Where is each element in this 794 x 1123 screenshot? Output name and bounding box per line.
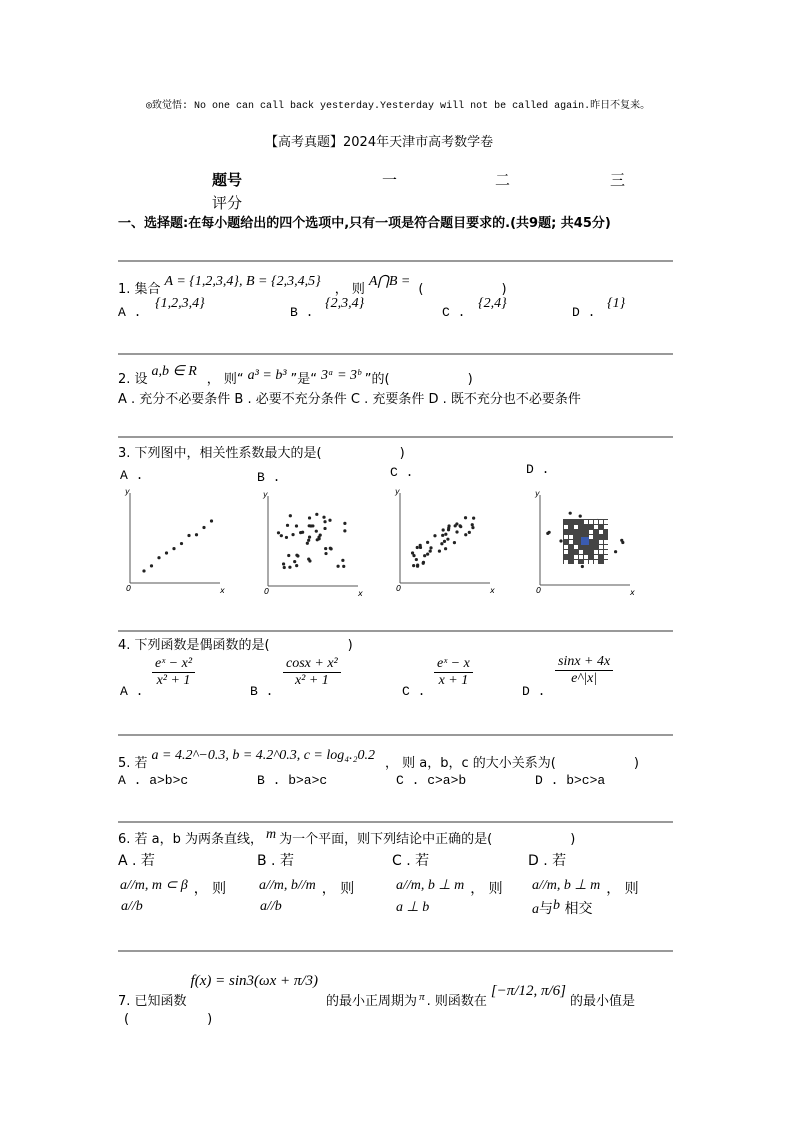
q1-stem: 1. 集合: [118, 282, 161, 297]
qr-module: [599, 520, 603, 524]
numerator: eˣ − x: [434, 656, 473, 673]
q4-frac-a: [152, 656, 195, 689]
scatter-point: [315, 513, 318, 516]
q4-label-a: A .: [120, 684, 144, 699]
q1-opt-b: B .: [290, 305, 314, 320]
scatter-point: [288, 566, 291, 569]
qr-module: [589, 520, 593, 524]
scatter-point: [324, 547, 327, 550]
q6-cond-col-b: [259, 874, 355, 897]
scatter-point: [172, 547, 175, 550]
scatter-point: [581, 565, 584, 568]
q1-opt-d-val: {1}: [607, 296, 626, 311]
scatter-point: [569, 512, 572, 515]
origin-label: 0: [536, 586, 542, 595]
numerator: sinx + 4x: [555, 654, 613, 671]
q5-tail: ， 则 a，b，c 的大小关系为( ): [385, 756, 639, 771]
score-header: 题号: [212, 171, 243, 189]
scatter-point: [336, 565, 339, 568]
scatter-point: [442, 528, 445, 531]
q7-line: [118, 973, 636, 1010]
scatter-point: [277, 531, 280, 534]
scatter-point: [210, 519, 213, 522]
q5-opt-c: C . c>a>b: [396, 773, 467, 788]
scatter-point: [282, 562, 285, 565]
scatter-point: [455, 530, 458, 533]
scatter-point: [283, 566, 286, 569]
denominator: x + 1: [438, 673, 469, 688]
q6-then-b: ， 则: [321, 881, 355, 897]
scatter-point: [287, 554, 290, 557]
q4-label-d: D .: [522, 684, 546, 699]
qr-module: [594, 525, 598, 529]
q6-concl-c: a ⊥ b: [396, 900, 430, 915]
q5-line: [118, 748, 639, 772]
qr-module: [604, 520, 608, 524]
score-col-2: 二: [495, 171, 511, 189]
q4-stem: 4. 下列函数是偶函数的是( ): [118, 638, 353, 653]
q7-t3: 的最小值是: [570, 994, 636, 1009]
q6-concl-b: a//b: [260, 899, 282, 914]
scatter-plot-c: [390, 485, 500, 595]
scatter-point: [579, 515, 582, 518]
text: 与: [539, 901, 553, 917]
q2-e1: a³ = b³: [247, 368, 287, 383]
scatter-point: [464, 533, 467, 536]
q7-stem: 7. 已知函数: [118, 994, 187, 1009]
q1-paren: ( ): [418, 282, 507, 297]
scatter-point: [322, 516, 325, 519]
scatter-point: [464, 516, 467, 519]
q2-e2: 3ᵃ = 3ᵇ: [321, 368, 361, 383]
q2-t2: ”是“: [290, 372, 317, 387]
numerator: cosx + x²: [283, 656, 341, 673]
scatter-point: [341, 559, 344, 562]
scatter-point: [295, 564, 298, 567]
scatter-point: [308, 516, 311, 519]
scatter-point: [468, 531, 471, 534]
scatter-point: [444, 533, 447, 536]
q6-cond-col-d: [532, 874, 639, 897]
qr-module: [589, 530, 593, 534]
axis-x-label: x: [630, 588, 635, 597]
score-col-1: 一: [382, 171, 398, 189]
scatter-point: [142, 569, 145, 572]
q6-cond-col-c: [396, 874, 503, 897]
scatter-point: [306, 542, 309, 545]
q6-head-d: D . 若: [528, 853, 567, 869]
q7-t1: 的最小正周期为: [326, 994, 418, 1009]
scatter-point: [286, 524, 289, 527]
q4-frac-d: [555, 654, 613, 687]
q3-label-d: D .: [526, 462, 550, 477]
q6-then-c: ， 则: [470, 881, 503, 897]
scatter-plot-a: [120, 485, 230, 595]
q6-cond-b: a//m, b//m: [259, 878, 316, 893]
scatter-point: [614, 550, 617, 553]
axis-x-label: x: [220, 586, 225, 595]
qr-module: [584, 555, 588, 559]
q1-expr2: A⋂B =: [368, 274, 411, 289]
qr-module: [574, 555, 578, 559]
axis-y-label: y: [395, 487, 400, 496]
denominator: x² + 1: [294, 673, 329, 688]
divider: [118, 353, 673, 355]
divider: [118, 734, 673, 736]
qr-module: [594, 555, 598, 559]
qr-module: [569, 535, 573, 539]
q2-t3: ”的( ): [364, 372, 473, 387]
motto: ◎致觉悟: No one can call back yesterday.Yesterday will not be called again.昨日不复来。: [146, 101, 651, 112]
scatter-point: [342, 565, 345, 568]
qr-module: [604, 545, 608, 549]
scatter-plot-b: [258, 488, 368, 598]
q6-head-a: A . 若: [118, 853, 155, 869]
scatter-point: [180, 542, 183, 545]
scatter-point: [454, 524, 457, 527]
scatter-point: [318, 537, 321, 540]
scatter-point: [280, 534, 283, 537]
divider: [118, 436, 673, 438]
q5-expr: a = 4.2^−0.3, b = 4.2^0.3, c = log₄.₂0.2: [151, 748, 375, 763]
qr-module: [599, 540, 603, 544]
qr-module: [564, 550, 568, 554]
q4-label-c: C .: [402, 684, 426, 699]
scatter-point: [299, 531, 302, 534]
q6-cond-c: a//m, b ⊥ m: [396, 878, 465, 893]
scatter-point: [323, 527, 326, 530]
axis-y-label: y: [263, 490, 268, 499]
q6-cond-a: a//m, m ⊂ β: [120, 878, 188, 893]
score-row-label: 评分: [212, 194, 243, 212]
q6-m: m: [266, 827, 277, 842]
scatter-point: [447, 524, 450, 527]
scatter-point: [323, 520, 326, 523]
qr-module: [564, 560, 568, 564]
q3-label-c: C .: [390, 465, 414, 480]
q2-expr: a,b ∈ R: [151, 364, 197, 379]
section-heading: 一、选择题:在每小题给出的四个选项中,只有一项是符合题目要求的.(共9题; 共45分): [118, 216, 611, 231]
qr-module: [574, 545, 578, 549]
qr-module: [579, 555, 583, 559]
q1-mid: ， 则: [334, 282, 365, 297]
qr-module: [594, 550, 598, 554]
scatter-point: [415, 558, 418, 561]
q1-opt-c: C .: [442, 305, 466, 320]
scatter-point: [291, 533, 294, 536]
scatter-point: [441, 534, 444, 537]
scatter-point: [293, 560, 296, 563]
qr-module: [604, 555, 608, 559]
q5-opt-d: D . b>c>a: [535, 773, 606, 788]
scatter-point: [165, 551, 168, 554]
qr-module: [579, 550, 583, 554]
scatter-point: [426, 541, 429, 544]
qr-module: [564, 525, 568, 529]
scatter-point: [443, 540, 446, 543]
q3-label-b: B .: [257, 470, 281, 485]
qr-module: [584, 520, 588, 524]
q5-opt-a: A . a>b>c: [118, 773, 189, 788]
q7-pi: π: [419, 991, 425, 1003]
scatter-point: [308, 559, 311, 562]
scatter-point: [433, 534, 436, 537]
q6-concl-d: [532, 898, 592, 918]
scatter-point: [429, 550, 432, 553]
scatter-point: [343, 522, 346, 525]
scatter-point: [329, 547, 332, 550]
qr-module: [589, 560, 593, 564]
q6-stem: 6. 若 a，b 为两条直线，: [118, 832, 264, 847]
axis-y-label: y: [535, 489, 540, 498]
q1-opt-c-val: {2,4}: [478, 296, 507, 311]
scatter-point: [150, 564, 153, 567]
q7-t2: . 则函数在: [426, 994, 487, 1009]
scatter-point: [307, 539, 310, 542]
divider: [118, 950, 673, 952]
scatter-point: [438, 550, 441, 553]
axis-x-label: x: [358, 589, 363, 598]
scatter-point: [620, 539, 623, 542]
q1-line: [118, 274, 507, 298]
scatter-point: [289, 514, 292, 517]
q6-line: [118, 828, 575, 848]
q2-t1: ， 则“: [206, 372, 244, 387]
numerator: eˣ − x²: [152, 656, 195, 673]
scatter-point: [559, 539, 562, 542]
denominator: x² + 1: [156, 673, 191, 688]
origin-label: 0: [396, 584, 402, 593]
q5-opt-b: B . b>a>c: [257, 773, 328, 788]
scatter-point: [324, 552, 327, 555]
scatter-point: [429, 546, 432, 549]
q4-frac-b: [283, 656, 341, 689]
scatter-point: [412, 554, 415, 557]
scatter-point: [202, 526, 205, 529]
qr-module: [604, 550, 608, 554]
axis-y-label: y: [125, 487, 130, 496]
scatter-plot-d: [530, 487, 640, 597]
q2-options: A . 充分不必要条件 B . 必要不充分条件 C . 充要条件 D . 既不充分也不必要条件: [118, 392, 581, 407]
q4-frac-c: [434, 656, 473, 689]
scatter-point: [546, 532, 549, 535]
qr-module: [599, 545, 603, 549]
q7-expr: f(x) = sin3(ωx + π/3): [190, 973, 319, 989]
var-a: a: [532, 902, 539, 917]
q6-concl-a: a//b: [121, 899, 143, 914]
q6-cond-d: a//m, b ⊥ m: [532, 878, 601, 893]
qr-module: [599, 550, 603, 554]
q4-label-b: B .: [250, 684, 274, 699]
scatter-point: [285, 536, 288, 539]
qr-module: [584, 560, 588, 564]
scatter-point: [423, 554, 426, 557]
q1-expr: A = {1,2,3,4}, B = {2,3,4,5}: [164, 274, 321, 289]
q6-then-d: ， 则: [606, 881, 639, 897]
q6-then-a: ， 则: [193, 881, 227, 897]
q2-stem: 2. 设: [118, 372, 148, 387]
scatter-point: [416, 546, 419, 549]
qr-module: [604, 525, 608, 529]
qr-module: [574, 560, 578, 564]
q1-opt-a: A .: [118, 305, 142, 320]
denominator: e^|x|: [571, 671, 598, 686]
q7-paren: ( ): [124, 1012, 213, 1027]
scatter-point: [471, 526, 474, 529]
scatter-point: [412, 564, 415, 567]
q7-interval: [−π/12, π/6]: [490, 983, 567, 999]
q3-label-a: A .: [120, 468, 144, 483]
q6-stem2: 为一个平面，则下列结论中正确的是( ): [279, 832, 576, 847]
scatter-point: [422, 562, 425, 565]
qr-module: [604, 560, 608, 564]
q2-line: [118, 364, 473, 388]
scatter-point: [426, 552, 429, 555]
q1-opt-a-val: {1,2,3,4}: [155, 296, 205, 311]
qr-module: [594, 560, 598, 564]
q6-cond-col-a: [120, 874, 227, 897]
divider: [118, 260, 673, 262]
qr-module: [599, 530, 603, 534]
scatter-point: [444, 547, 447, 550]
scatter-point: [440, 542, 443, 545]
qr-module: [574, 525, 578, 529]
scatter-point: [343, 529, 346, 532]
qr-module: [569, 540, 573, 544]
scatter-point: [195, 533, 198, 536]
text: 相交: [564, 901, 593, 917]
axis-x-label: x: [490, 586, 495, 595]
origin-label: 0: [264, 587, 270, 596]
qr-module: [564, 545, 568, 549]
divider: [118, 630, 673, 632]
q3-stem: 3. 下列图中，相关性系数最大的是( ): [118, 446, 405, 461]
scatter-point: [308, 536, 311, 539]
q1-opt-d: D .: [572, 305, 596, 320]
origin-label: 0: [126, 584, 132, 593]
q5-stem: 5. 若: [118, 756, 148, 771]
qr-module: [589, 535, 593, 539]
scatter-point: [309, 524, 312, 527]
q1-opt-b-val: {2,3,4}: [325, 296, 365, 311]
scatter-point: [295, 524, 298, 527]
score-col-3: 三: [610, 171, 626, 189]
q6-head-b: B . 若: [257, 853, 294, 869]
scatter-point: [459, 525, 462, 528]
scatter-point: [453, 541, 456, 544]
scatter-point: [471, 523, 474, 526]
scatter-point: [187, 534, 190, 537]
qr-center-mark: [581, 537, 589, 545]
scatter-point: [419, 544, 422, 547]
q6-head-c: C . 若: [392, 853, 430, 869]
qr-module: [604, 540, 608, 544]
scatter-point: [446, 538, 449, 541]
scatter-point: [157, 556, 160, 559]
scatter-point: [328, 519, 331, 522]
qr-module: [564, 535, 568, 539]
var-b: b: [553, 898, 560, 913]
scatter-point: [472, 517, 475, 520]
qr-module: [594, 520, 598, 524]
scatter-point: [416, 564, 419, 567]
page-title: 【高考真题】2024年天津市高考数学卷: [265, 135, 494, 150]
divider: [118, 821, 673, 823]
scatter-point: [295, 554, 298, 557]
scatter-point: [315, 530, 318, 533]
